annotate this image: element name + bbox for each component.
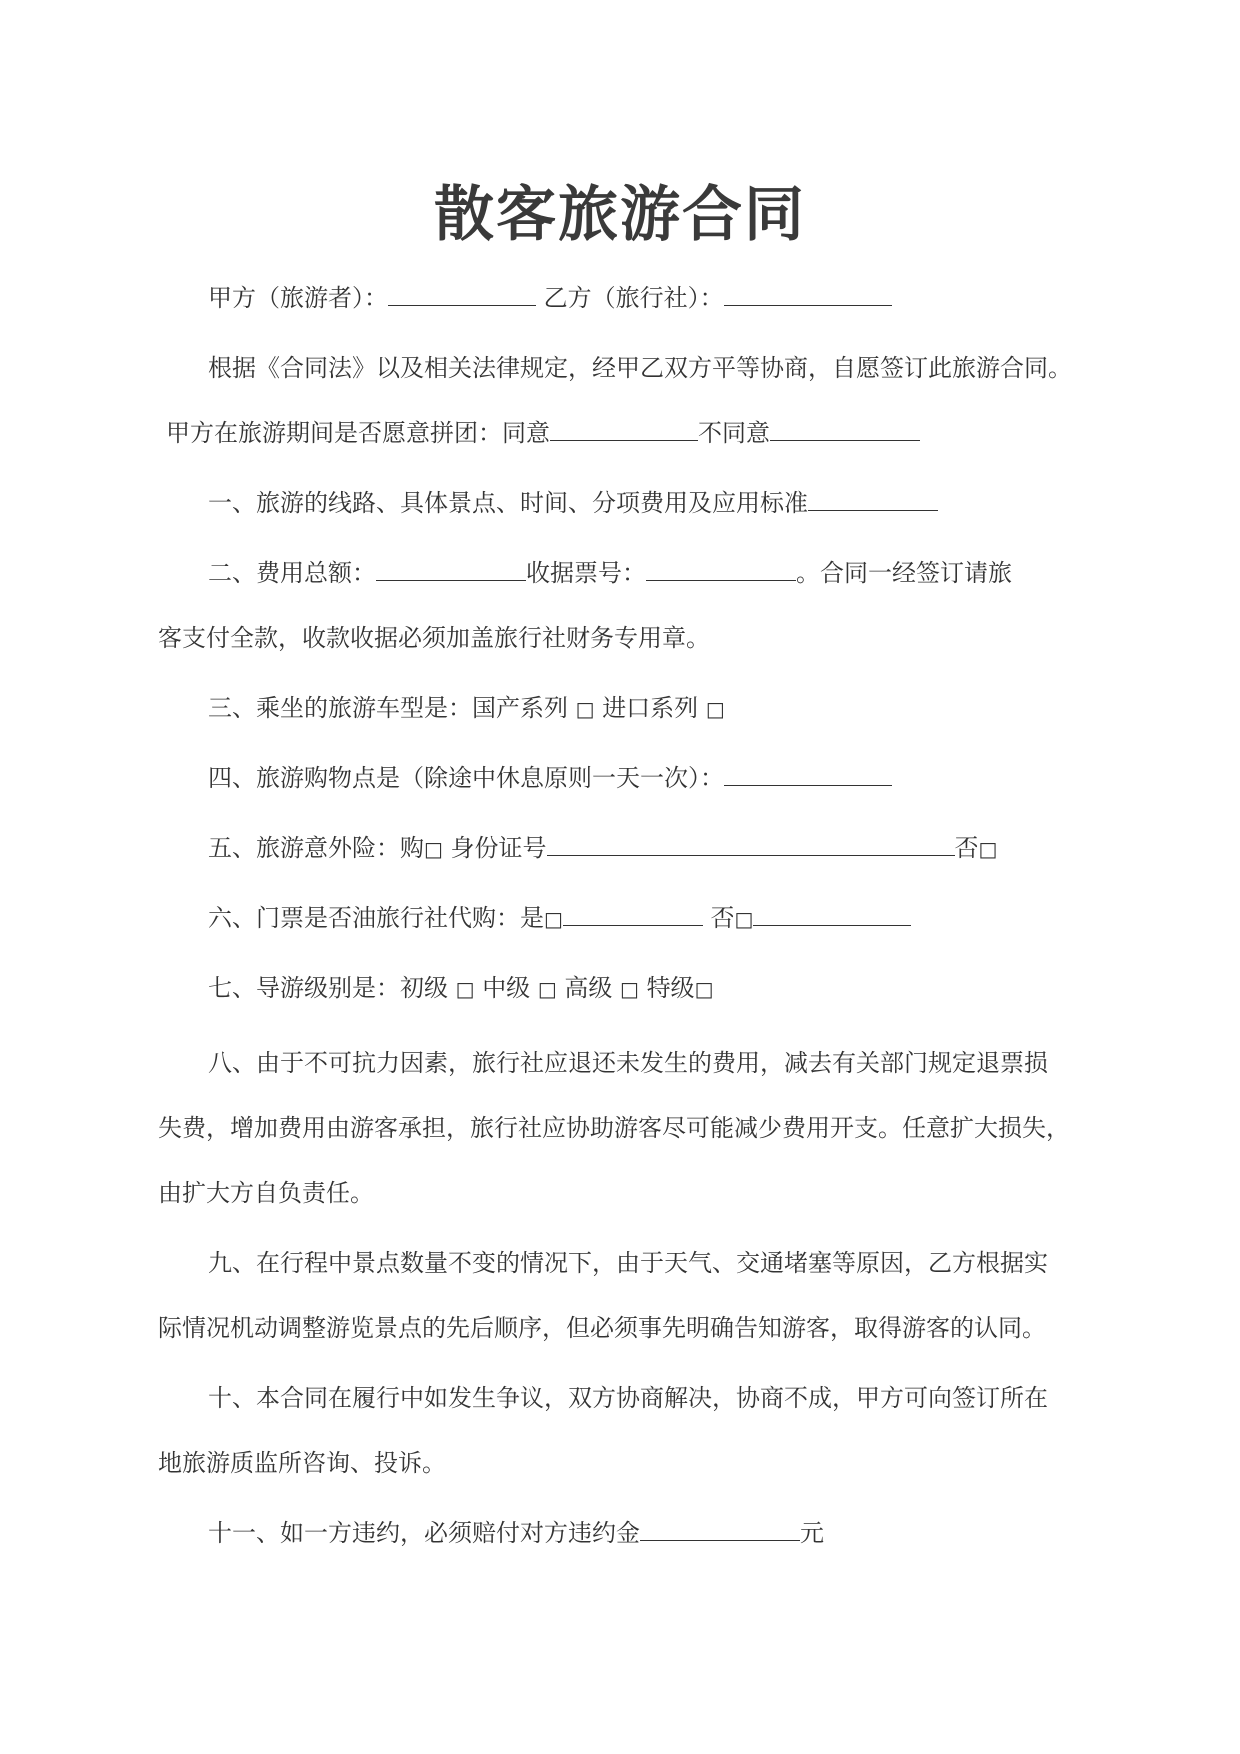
penalty-label: 十一、如一方违约，必须赔付对方违约金 <box>208 1519 640 1547</box>
id-number-blank[interactable] <box>547 831 955 856</box>
no-insurance-checkbox[interactable]: □ <box>978 837 998 861</box>
disagree-blank[interactable] <box>770 416 920 441</box>
party-b-label: 乙方（旅行社）： <box>543 284 724 312</box>
shopping-blank[interactable] <box>724 761 892 786</box>
domestic-checkbox[interactable]: □ <box>575 697 595 721</box>
clause-10-line-1: 十、本合同在履行中如发生争议，双方协商解决，协商不成，甲方可向签订所在 <box>208 1384 1048 1412</box>
clause-1-blank[interactable] <box>808 486 938 511</box>
total-fee-blank[interactable] <box>376 556 526 581</box>
middle-checkbox[interactable]: □ <box>537 977 557 1001</box>
ticket-yes-checkbox[interactable]: □ <box>544 907 563 931</box>
clause-9-line-2: 际情况机动调整游览景点的先后顺序，但必须事先明确告知游客，取得游客的认同。 <box>158 1314 1046 1342</box>
party-a-blank[interactable] <box>388 281 536 306</box>
page-title: 散客旅游合同 <box>434 180 806 250</box>
clause-8-line-3: 由扩大方自负责任。 <box>158 1179 374 1207</box>
agree-blank[interactable] <box>550 416 698 441</box>
clause-2-line-2: 客支付全款，收款收据必须加盖旅行社财务专用章。 <box>158 624 710 652</box>
intro-paragraph: 根据《合同法》以及相关法律规定，经甲乙双方平等协商，自愿签订此旅游合同。 <box>208 354 1072 382</box>
clause-4-text: 四、旅游购物点是（除途中休息原则一天一次）： <box>208 764 724 792</box>
ticket-no-checkbox[interactable]: □ <box>734 907 754 931</box>
clause-11 <box>208 1516 824 1550</box>
clause-9-line-1: 九、在行程中景点数量不变的情况下，由于天气、交通堵塞等原因，乙方根据实 <box>208 1249 1048 1277</box>
clause-10-line-2: 地旅游质监所咨询、投诉。 <box>158 1449 446 1477</box>
party-a-label: 甲方（旅游者）： <box>208 284 388 312</box>
ticket-label: 六、门票是否油旅行社代购：是 <box>208 904 544 932</box>
junior-checkbox[interactable]: □ <box>455 977 475 1001</box>
middle-label: 中级 <box>482 974 531 1002</box>
clause-8-line-1: 八、由于不可抗力因素，旅行社应退还未发生的费用，减去有关部门规定退票损 <box>208 1049 1048 1077</box>
ticket-yes-blank[interactable] <box>563 901 703 926</box>
clause-1-text: 一、旅游的线路、具体景点、时间、分项费用及应用标准 <box>208 489 808 517</box>
receipt-no-blank[interactable] <box>646 556 796 581</box>
clause-4 <box>208 761 892 795</box>
senior-label: 高级 <box>564 974 613 1002</box>
senior-checkbox[interactable]: □ <box>620 977 639 1001</box>
clause-2-tail: 。合同一经签订请旅 <box>796 559 1012 587</box>
guide-level-label: 七、导游级别是：初级 <box>208 974 448 1002</box>
disagree-label: 不同意 <box>698 419 770 447</box>
clause-6 <box>208 901 911 936</box>
clause-2-line-1 <box>208 556 1012 590</box>
special-checkbox[interactable]: □ <box>694 977 714 1001</box>
parties-line <box>208 281 892 315</box>
group-tour-question: 甲方在旅游期间是否愿意拼团：同意 <box>166 419 550 447</box>
id-number-label: 身份证号 <box>450 834 547 862</box>
clause-1 <box>208 486 938 520</box>
import-checkbox[interactable]: □ <box>705 697 725 721</box>
import-label: 进口系列 <box>602 694 699 722</box>
ticket-no-blank[interactable] <box>753 901 911 926</box>
party-b-blank[interactable] <box>724 281 892 306</box>
special-label: 特级 <box>646 974 695 1002</box>
no-insurance-label: 否 <box>954 834 979 862</box>
yuan-label: 元 <box>800 1519 824 1547</box>
clause-3-text: 三、乘坐的旅游车型是：国产系列 <box>208 694 568 722</box>
clause-7 <box>208 971 713 1006</box>
clause-5 <box>208 831 997 866</box>
receipt-no-label: 收据票号： <box>526 559 646 587</box>
total-fee-label: 二、费用总额： <box>208 559 376 587</box>
group-tour-line <box>166 416 920 450</box>
buy-insurance-checkbox[interactable]: □ <box>424 837 443 861</box>
penalty-blank[interactable] <box>640 1516 800 1541</box>
clause-8-line-2: 失费，增加费用由游客承担，旅行社应协助游客尽可能减少费用开支。任意扩大损失， <box>158 1114 1070 1142</box>
ticket-no-label: 否 <box>710 904 735 932</box>
clause-3 <box>208 691 725 726</box>
insurance-label: 五、旅游意外险：购 <box>208 834 424 862</box>
